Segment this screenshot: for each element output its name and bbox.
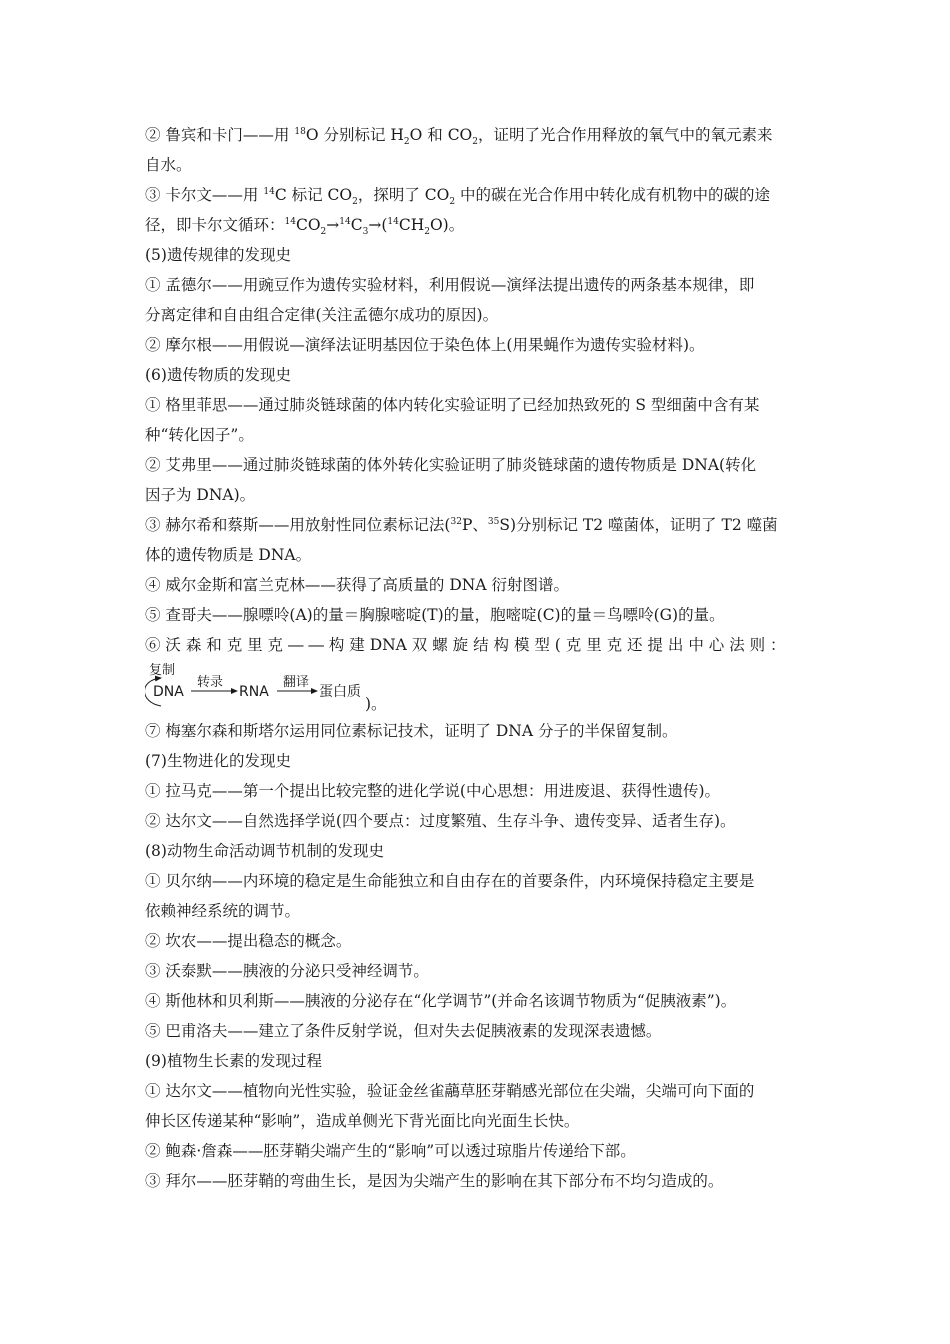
- text-run: (8)动物生命活动调节机制的发现史: [145, 842, 384, 860]
- superscript: 18: [294, 126, 306, 137]
- superscript: 14: [263, 186, 275, 197]
- text-run: 自水。: [145, 156, 192, 174]
- text-run: 依赖神经系统的调节。: [145, 902, 301, 920]
- text-run: O 分别标记 H: [305, 126, 404, 144]
- text-run: →(: [368, 216, 388, 234]
- text-line: [145, 1046, 807, 1076]
- text-run: ① 达尔文——植物向光性实验，验证金丝雀虉草胚芽鞘感光部位在尖端，尖端可向下面的: [145, 1082, 755, 1100]
- text-line: [145, 1016, 807, 1046]
- text-run: ④ 威尔金斯和富兰克林——获得了高质量的 DNA 衍射图谱。: [145, 576, 569, 594]
- replication-label: 复制: [149, 663, 176, 678]
- subscript: 2: [403, 137, 410, 148]
- text-run: 因子为 DNA)。: [145, 486, 256, 504]
- text-line: [145, 180, 807, 210]
- superscript: 14: [387, 216, 399, 227]
- text-run: 种“转化因子”。: [145, 426, 254, 444]
- text-line: [145, 1106, 807, 1136]
- text-line: [145, 926, 807, 956]
- text-run: 分离定律和自由组合定律(关注孟德尔成功的原因)。: [145, 306, 499, 324]
- transcription-label: 转录: [197, 675, 224, 690]
- text-run: ④ 斯他林和贝利斯——胰液的分泌存在“化学调节”(并命名该调节物质为“促胰液素”)。: [145, 992, 737, 1010]
- text-line: [145, 1166, 807, 1196]
- text-run: (5)遗传规律的发现史: [145, 246, 291, 264]
- protein-label: 蛋白质: [319, 684, 361, 700]
- text-block-2: [145, 716, 807, 1196]
- text-block-1: [145, 120, 807, 660]
- text-run: ③ 卡尔文——用: [145, 186, 264, 204]
- text-run: ② 鲁宾和卡门——用: [145, 126, 295, 144]
- text-run: ① 孟德尔——用豌豆作为遗传实验材料，利用假说—演绎法提出遗传的两条基本规律，即: [145, 276, 755, 294]
- text-line: [145, 540, 807, 570]
- text-line: [145, 896, 807, 926]
- text-run: ② 鲍森·詹森——胚芽鞘尖端产生的“影响”可以透过琼脂片传递给下部。: [145, 1142, 636, 1160]
- subscript: 2: [449, 197, 456, 208]
- text-line: [145, 330, 807, 360]
- subscript: 2: [352, 197, 358, 208]
- text-run: ，证明了光合作用释放的氧气中的氧元素来: [478, 126, 773, 144]
- subscript: 3: [362, 227, 369, 238]
- text-line: [145, 836, 807, 866]
- text-run: 径，即卡尔文循环：: [145, 216, 285, 234]
- text-line: [145, 450, 807, 480]
- text-run: CH: [398, 216, 425, 234]
- text-run: ① 格里菲思——通过肺炎链球菌的体内转化实验证明了已经加热致死的 S 型细菌中含有某: [145, 396, 760, 414]
- text-run: C: [350, 216, 363, 234]
- superscript: 14: [284, 216, 296, 227]
- text-line: [145, 270, 807, 300]
- text-run: ② 坎农——提出稳态的概念。: [145, 932, 352, 950]
- document-body: [145, 120, 807, 1196]
- text-run: ② 摩尔根——用假说—演绎法证明基因位于染色体上(用果蝇作为遗传实验材料)。: [145, 336, 705, 354]
- text-line: [145, 716, 807, 746]
- text-run: (6)遗传物质的发现史: [145, 366, 291, 384]
- text-run: O 和 CO: [409, 126, 473, 144]
- text-run: →: [326, 216, 340, 234]
- text-run: ③ 沃泰默——胰液的分泌只受神经调节。: [145, 962, 429, 980]
- text-run: S)分别标记 T2 噬菌体，证明了 T2 噬菌: [499, 516, 778, 534]
- text-run: ，探明了 CO: [357, 186, 450, 204]
- text-line: [145, 420, 807, 450]
- text-line: [145, 510, 807, 540]
- text-run: ① 拉马克——第一个提出比较完整的进化学说(中心思想：用进废退、获得性遗传)。: [145, 782, 721, 800]
- dna-label: DNA: [153, 684, 184, 700]
- text-line: [145, 150, 807, 180]
- translation-label: 翻译: [283, 675, 310, 690]
- text-run: ⑤ 查哥夫——腺嘌呤(A)的量＝胸腺嘧啶(T)的量，胞嘧啶(C)的量＝鸟嘌呤(G)的量。: [145, 606, 725, 624]
- text-run: 伸长区传递某种“影响”，造成单侧光下背光面比向光面生长快。: [145, 1112, 580, 1130]
- text-run: (7)生物进化的发现史: [145, 752, 291, 770]
- superscript: 14: [339, 216, 351, 227]
- subscript: 2: [472, 137, 479, 148]
- text-run: ⑥ 沃 森 和 克 里 克 ― ― 构 建 DNA 双 螺 旋 结 构 模 型 ( 克 里 克 还 提 出 中 心 法 则 ：: [145, 636, 786, 654]
- text-line: [145, 746, 807, 776]
- text-run: P、: [461, 516, 488, 534]
- text-line: [145, 956, 807, 986]
- text-line: [145, 600, 807, 630]
- text-line: [145, 630, 807, 660]
- text-line: [145, 480, 807, 510]
- text-run: ③ 拜尔——胚芽鞘的弯曲生长，是因为尖端产生的影响在其下部分布不均匀造成的。: [145, 1172, 724, 1190]
- central-dogma-diagram: [145, 662, 807, 716]
- text-run: CO: [295, 216, 321, 234]
- text-line: [145, 806, 807, 836]
- text-run: ② 艾弗里——通过肺炎链球菌的体外转化实验证明了肺炎链球菌的遗传物质是 DNA(转化: [145, 456, 757, 474]
- text-run: ⑦ 梅塞尔森和斯塔尔运用同位素标记技术，证明了 DNA 分子的半保留复制。: [145, 722, 678, 740]
- text-line: [145, 1076, 807, 1106]
- text-line: [145, 570, 807, 600]
- text-line: [145, 776, 807, 806]
- text-line: [145, 240, 807, 270]
- text-run: ② 达尔文——自然选择学说(四个要点：过度繁殖、生存斗争、遗传变异、适者生存)。: [145, 812, 736, 830]
- text-line: [145, 1136, 807, 1166]
- text-line: [145, 986, 807, 1016]
- text-run: 体的遗传物质是 DNA。: [145, 546, 312, 564]
- superscript: 35: [487, 516, 500, 527]
- text-run: ③ 赫尔希和蔡斯——用放射性同位素标记法(: [145, 516, 451, 534]
- rna-label: RNA: [239, 684, 269, 700]
- text-line: [145, 390, 807, 420]
- superscript: 32: [450, 516, 462, 527]
- dogma-closing-text: )。: [365, 695, 387, 713]
- subscript: 2: [424, 227, 430, 238]
- text-run: ⑤ 巴甫洛夫——建立了条件反射学说，但对失去促胰液素的发现深表遗憾。: [145, 1022, 662, 1040]
- text-run: C 标记 CO: [274, 186, 353, 204]
- text-line: [145, 120, 807, 150]
- text-run: O)。: [429, 216, 465, 234]
- text-run: ① 贝尔纳——内环境的稳定是生命能独立和自由存在的首要条件，内环境保持稳定主要是: [145, 872, 755, 890]
- text-line: [145, 210, 807, 240]
- text-line: [145, 866, 807, 896]
- subscript: 2: [320, 227, 327, 238]
- text-line: [145, 300, 807, 330]
- text-run: 中的碳在光合作用中转化成有机物中的碳的途: [455, 186, 770, 204]
- text-line: [145, 360, 807, 390]
- text-run: (9)植物生长素的发现过程: [145, 1052, 322, 1070]
- central-dogma-svg: [145, 662, 475, 716]
